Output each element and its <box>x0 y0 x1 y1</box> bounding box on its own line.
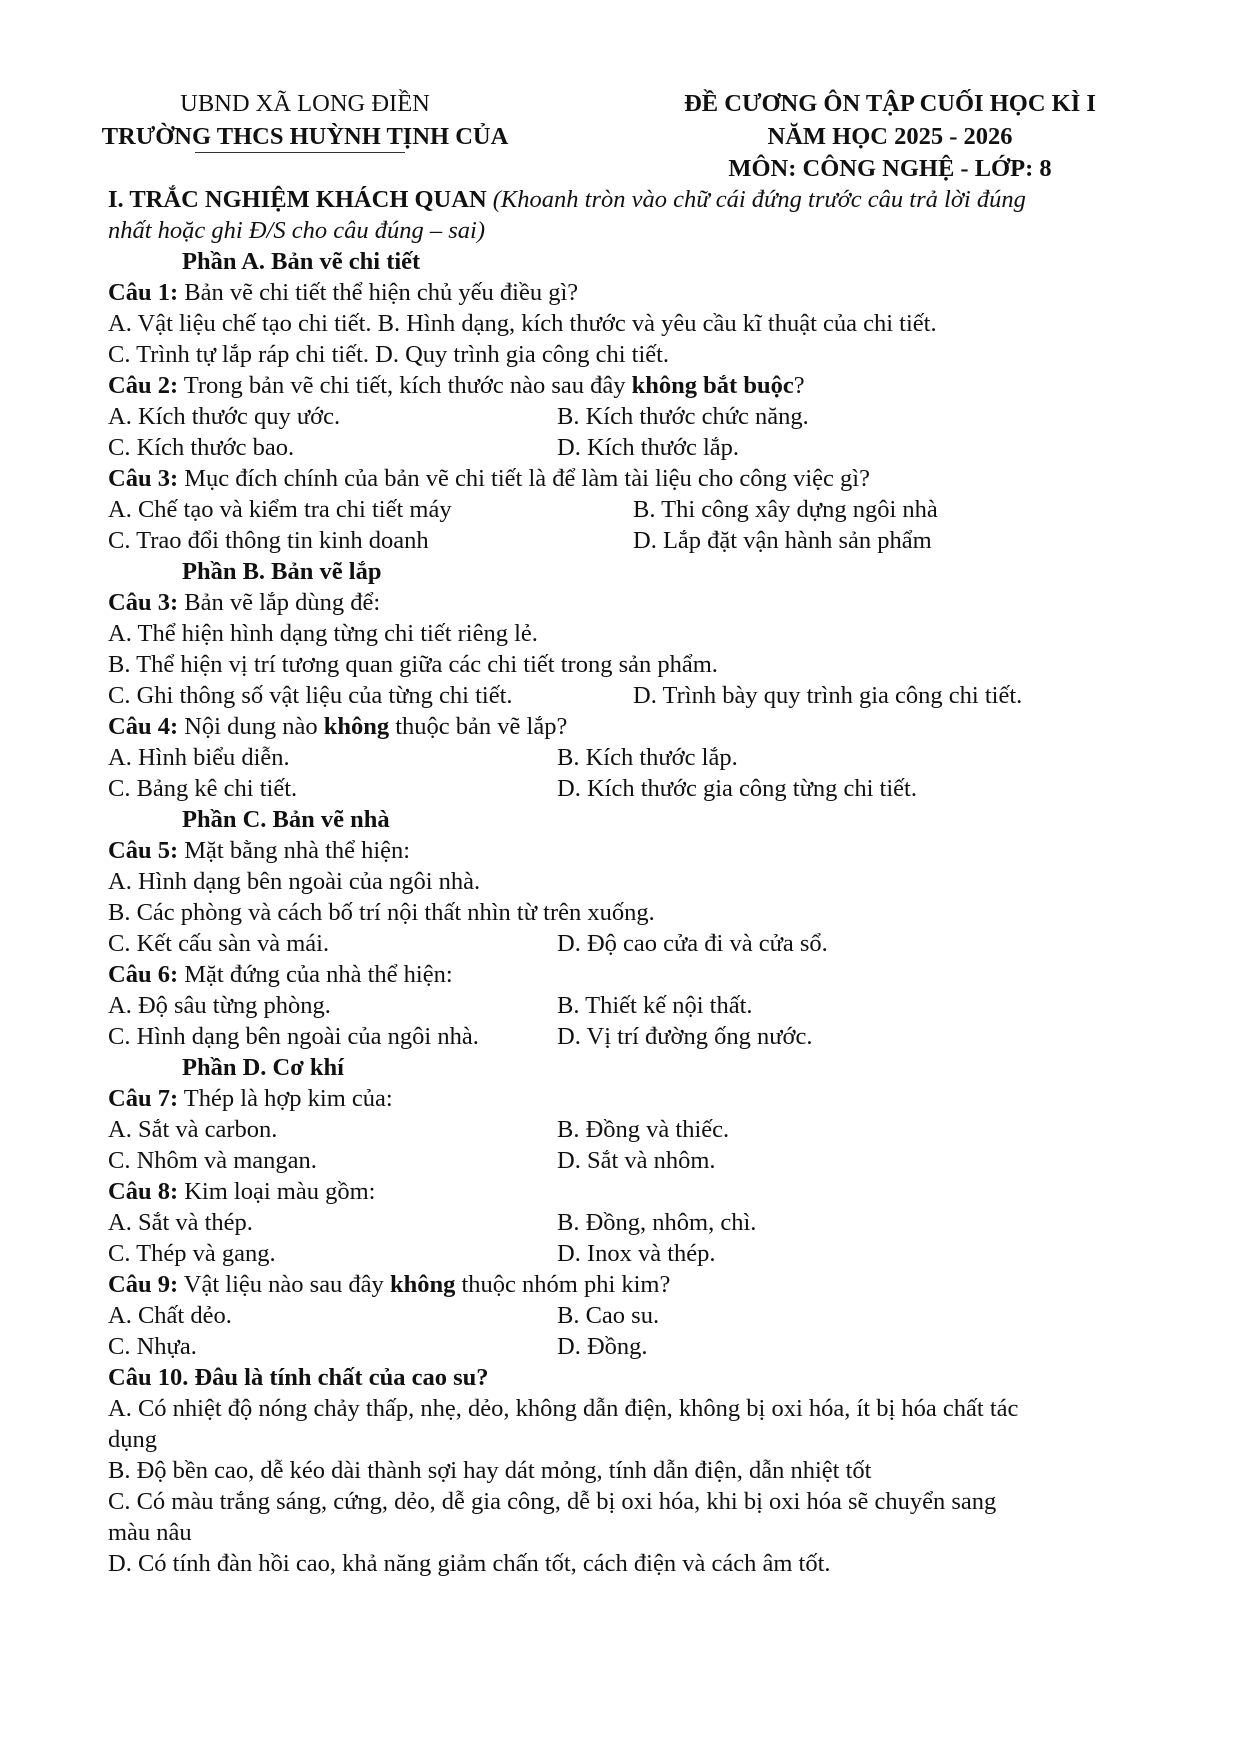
q9-option-a: A. Chất dẻo. <box>108 1302 232 1329</box>
q6-option-c: C. Hình dạng bên ngoài của ngôi nhà. <box>108 1023 479 1050</box>
q4-option-a: A. Hình biểu diễn. <box>108 744 290 771</box>
question-label: Câu 5: <box>108 837 179 864</box>
question-2 <box>108 374 805 399</box>
question-5 <box>108 839 410 864</box>
q2-option-d: D. Kích thước lắp. <box>557 434 740 461</box>
q3a-option-a: A. Chế tạo và kiểm tra chi tiết máy <box>108 496 452 523</box>
q3a-option-d: D. Lắp đặt vận hành sản phẩm <box>633 527 932 554</box>
question-3b <box>108 591 380 616</box>
question-text-end: thuộc bản vẽ lắp? <box>389 713 568 740</box>
school-year: NĂM HỌC 2025 - 2026 <box>767 122 1013 150</box>
subject-grade: MÔN: CÔNG NGHỆ - LỚP: 8 <box>728 155 1052 182</box>
q3a-option-b: B. Thi công xây dựng ngôi nhà <box>633 496 938 523</box>
question-text: Bản vẽ lắp dùng để: <box>178 589 381 616</box>
q9-option-b: B. Cao su. <box>557 1302 660 1329</box>
question-text: Vật liệu nào sau đây <box>178 1271 390 1298</box>
q7-option-b: B. Đồng và thiếc. <box>557 1116 730 1143</box>
question-text: Mục đích chính của bản vẽ chi tiết là để làm tài liệu cho công việc gì? <box>178 465 870 492</box>
q5-option-a: A. Hình dạng bên ngoài của ngôi nhà. <box>108 868 481 895</box>
q1-options-line1: A. Vật liệu chế tạo chi tiết. B. Hình dạng, kích thước và yêu cầu kĩ thuật của chi tiết. <box>108 310 937 337</box>
q6-option-d: D. Vị trí đường ống nước. <box>557 1023 813 1050</box>
section-note-cont: nhất hoặc ghi Đ/S cho câu đúng – sai) <box>108 217 485 244</box>
q8-option-a: A. Sắt và thép. <box>108 1209 253 1236</box>
q9-option-c: C. Nhựa. <box>108 1333 197 1360</box>
authority-name: UBND XÃ LONG ĐIỀN <box>180 90 430 117</box>
question-label: Câu 6: <box>108 961 179 988</box>
q3b-option-d: D. Trình bày quy trình gia công chi tiết. <box>633 682 1023 709</box>
q6-option-a: A. Độ sâu từng phòng. <box>108 992 331 1019</box>
q10-option-c-line1: C. Có màu trắng sáng, cứng, dẻo, dễ gia công, dễ bị oxi hóa, khi bị oxi hóa sẽ chuyển sang <box>108 1488 997 1515</box>
question-text: Bản vẽ chi tiết thể hiện chủ yếu điều gì? <box>178 279 579 306</box>
question-label: Câu 7: <box>108 1085 179 1112</box>
q10-option-a-line1: A. Có nhiệt độ nóng chảy thấp, nhẹ, dẻo, không dẫn điện, không bị oxi hóa, ít bị hóa chất tác <box>108 1395 1019 1422</box>
part-a-heading: Phần A. Bản vẽ chi tiết <box>182 248 421 275</box>
question-3a <box>108 467 870 492</box>
q2-option-c: C. Kích thước bao. <box>108 434 295 461</box>
question-label: Câu 8: <box>108 1178 179 1205</box>
question-label: Câu 1: <box>108 279 179 306</box>
q2-option-b: B. Kích thước chức năng. <box>557 403 809 430</box>
question-emphasis: không <box>323 713 390 740</box>
question-1 <box>108 281 578 306</box>
q10-option-c-line2: màu nâu <box>108 1519 192 1546</box>
q5-option-b: B. Các phòng và cách bố trí nội thất nhìn từ trên xuống. <box>108 899 655 926</box>
header-left <box>80 92 530 149</box>
question-4 <box>108 715 567 740</box>
question-6 <box>108 963 453 988</box>
q3b-option-c: C. Ghi thông số vật liệu của từng chi tiết. <box>108 682 513 709</box>
question-text-end: ? <box>793 372 805 399</box>
q10-option-b: B. Độ bền cao, dễ kéo dài thành sợi hay dát mỏng, tính dẫn điện, dẫn nhiệt tốt <box>108 1457 872 1484</box>
q5-option-c: C. Kết cấu sàn và mái. <box>108 930 330 957</box>
q2-option-a: A. Kích thước quy ước. <box>108 403 341 430</box>
question-text: Thép là hợp kim của: <box>178 1085 393 1112</box>
question-text: Kim loại màu gồm: <box>178 1178 376 1205</box>
q5-option-d: D. Độ cao cửa đi và cửa sổ. <box>557 930 828 957</box>
question-emphasis: không bắt buộc <box>631 372 794 399</box>
question-text: Nội dung nào <box>178 713 324 740</box>
q1-options-line2: C. Trình tự lắp ráp chi tiết. D. Quy trình gia công chi tiết. <box>108 341 670 368</box>
q7-option-d: D. Sắt và nhôm. <box>557 1147 716 1174</box>
q8-option-d: D. Inox và thép. <box>557 1240 716 1267</box>
question-label: Câu 3: <box>108 589 179 616</box>
q10-option-d: D. Có tính đàn hồi cao, khả năng giảm chấn tốt, cách điện và cách âm tốt. <box>108 1550 831 1577</box>
q8-option-c: C. Thép và gang. <box>108 1240 276 1267</box>
part-b-heading: Phần B. Bản vẽ lắp <box>182 558 382 585</box>
question-10: Câu 10. Đâu là tính chất của cao su? <box>108 1364 489 1391</box>
q3b-option-a: A. Thể hiện hình dạng từng chi tiết riêng lẻ. <box>108 620 538 647</box>
section-title-line <box>108 188 1026 213</box>
school-name: TRƯỜNG THCS HUỲNH TỊNH CỦA <box>101 122 509 150</box>
section-title: I. TRẮC NGHIỆM KHÁCH QUAN <box>108 186 487 213</box>
q4-option-d: D. Kích thước gia công từng chi tiết. <box>557 775 917 802</box>
header-underline <box>195 152 405 153</box>
part-c-heading: Phần C. Bản vẽ nhà <box>182 806 390 833</box>
q7-option-c: C. Nhôm và mangan. <box>108 1147 317 1174</box>
question-text-end: thuộc nhóm phi kim? <box>455 1271 671 1298</box>
part-d-heading: Phần D. Cơ khí <box>182 1054 344 1081</box>
q10-option-a-line2: dụng <box>108 1426 157 1453</box>
q7-option-a: A. Sắt và carbon. <box>108 1116 278 1143</box>
question-emphasis: không <box>389 1271 456 1298</box>
question-text: Trong bản vẽ chi tiết, kích thước nào sau đây <box>178 372 632 399</box>
q3a-option-c: C. Trao đổi thông tin kinh doanh <box>108 527 429 554</box>
question-label: Câu 3: <box>108 465 179 492</box>
q3b-option-b: B. Thể hiện vị trí tương quan giữa các chi tiết trong sản phẩm. <box>108 651 718 678</box>
question-label: Câu 2: <box>108 372 179 399</box>
question-9 <box>108 1273 670 1298</box>
question-text: Mặt bằng nhà thể hiện: <box>178 837 411 864</box>
question-8 <box>108 1180 375 1205</box>
header-right <box>640 92 1140 182</box>
q9-option-d: D. Đồng. <box>557 1333 648 1360</box>
q4-option-b: B. Kích thước lắp. <box>557 744 738 771</box>
question-7 <box>108 1087 393 1112</box>
q8-option-b: B. Đồng, nhôm, chì. <box>557 1209 757 1236</box>
document-title: ĐỀ CƯƠNG ÔN TẬP CUỐI HỌC KÌ I <box>684 90 1096 117</box>
question-label: Câu 4: <box>108 713 179 740</box>
question-text: Mặt đứng của nhà thể hiện: <box>178 961 453 988</box>
section-note: (Khoanh tròn vào chữ cái đứng trước câu trả lời đúng <box>486 186 1026 213</box>
q4-option-c: C. Bảng kê chi tiết. <box>108 775 298 802</box>
question-label: Câu 9: <box>108 1271 179 1298</box>
q6-option-b: B. Thiết kế nội thất. <box>557 992 753 1019</box>
